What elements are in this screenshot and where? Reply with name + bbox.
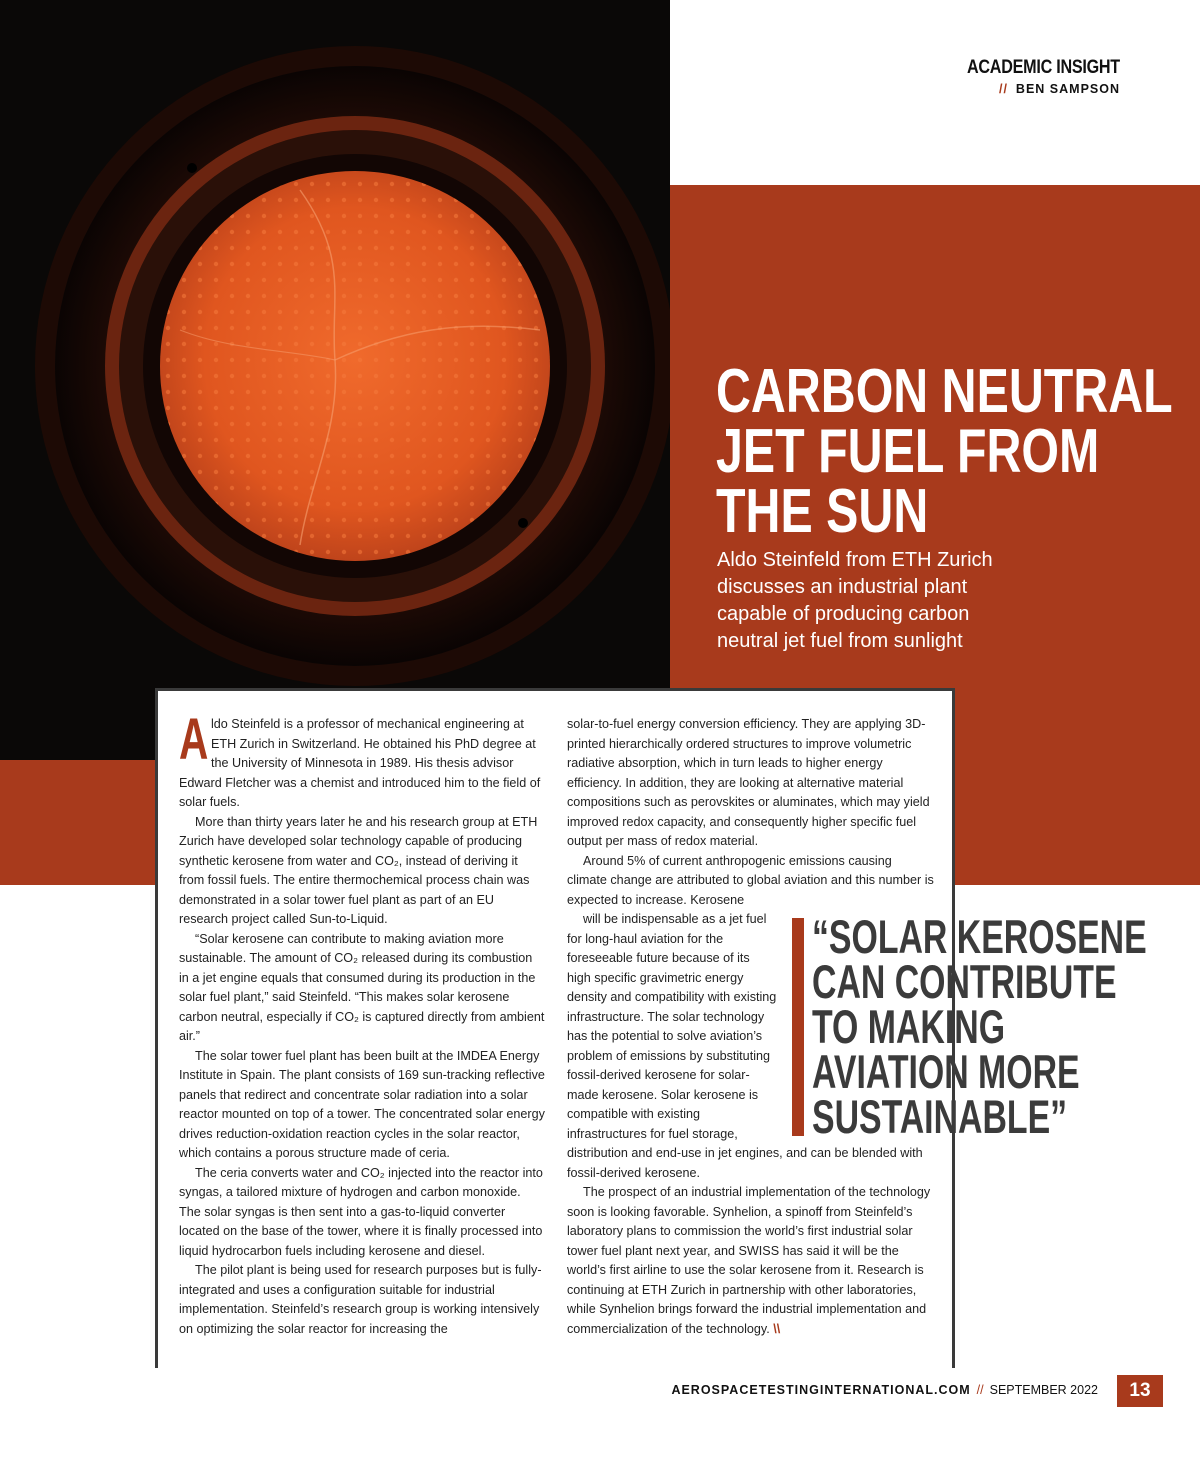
paragraph-8-end: distribution and end-use in jet engines, and can be blended with fossil-derived kerosene. bbox=[567, 1146, 923, 1180]
standfirst-line-3: capable of producing carbon bbox=[717, 603, 970, 625]
footer-site: AEROSPACETESTINGINTERNATIONAL.COM bbox=[671, 1383, 971, 1397]
page-number: 13 bbox=[1117, 1375, 1163, 1407]
paragraph-1-text: ldo Steinfeld is a professor of mechanical engineering at ETH Zurich in Switzerland. He obtained his PhD degree at the University of Minnesota in 1989. His thesis advisor Edward Fletcher was a chemist and introduced him to the field of solar fuels. bbox=[179, 717, 541, 809]
standfirst-line-1: Aldo Steinfeld from ETH Zurich bbox=[717, 549, 993, 571]
article-title bbox=[716, 357, 1173, 546]
pullquote-line-1: “SOLAR KEROSENE bbox=[812, 910, 1147, 963]
pullquote-line-2: CAN CONTRIBUTE bbox=[812, 955, 1117, 1008]
footer-issue: SEPTEMBER 2022 bbox=[989, 1383, 1098, 1397]
title-line-2: JET FUEL FROM bbox=[716, 417, 1100, 486]
paragraph-7: solar-to-fuel energy conversion efficiency. They are applying 3D-printed hierarchically ordered structures to improve volumetric radiative absorption, which in turn leads to higher energy efficiency. In addition, they are looking at alternative material compositions such as perovskites or aluminates, which may yield improved redox capacity, and consequently higher specific fuel output per mass of redox material. bbox=[567, 717, 930, 848]
byline bbox=[999, 82, 1120, 96]
paragraph-8-narrow: will be indispensable as a jet fuel for long-haul aviation for the foreseeable future because of its high specific gravimetric energy density and compatibility with existing infrastructure. The solar technology has the potential to solve aviation’s problem of emissions by substituting fossil-derived kerosene for solar-made kerosene. Solar kerosene is compatible with existing infrastructures for fuel storage, bbox=[567, 912, 777, 1141]
byline-separator: // bbox=[998, 82, 1008, 96]
paragraph-9-text: The prospect of an industrial implementation of the technology soon is looking favorable. Synhelion, a spinoff from Steinfeld’s laboratory plans to commission the world’s first industrial solar tower fuel plant next year, and SWISS has said it will be the world’s first airline to use the solar kerosene from it. Research is continuing at ETH Zurich in partnership with other laboratories, while Synhelion brings forward the industrial implementation and commercialization of the technology. bbox=[567, 1185, 931, 1336]
standfirst-line-4: neutral jet fuel from sunlight bbox=[717, 630, 963, 652]
pullquote-bar bbox=[792, 918, 804, 1136]
drop-cap: A bbox=[179, 707, 209, 772]
pullquote-line-3: TO MAKING bbox=[812, 1000, 1006, 1053]
paragraph-1 bbox=[179, 707, 545, 813]
title-line-1: CARBON NEUTRAL bbox=[716, 357, 1173, 426]
pullquote-line-4: AVIATION MORE bbox=[812, 1045, 1080, 1098]
title-line-3: THE SUN bbox=[716, 477, 929, 546]
pull-quote bbox=[812, 910, 1147, 1143]
author-name: BEN SAMPSON bbox=[1015, 82, 1120, 96]
body-column-left bbox=[179, 707, 545, 1339]
standfirst-line-2: discusses an industrial plant bbox=[717, 576, 968, 598]
paragraph-4: The solar tower fuel plant has been built at the IMDEA Energy Institute in Spain. The plant consists of 169 sun-tracking reflective panels that redirect and concentrate solar radiation into a solar reactor mounted on top of a tower. The concentrated solar energy drives reduction-oxidation reaction cycles in the solar reactor, which contains a porous structure made of ceria. bbox=[179, 1048, 545, 1160]
standfirst bbox=[717, 547, 1017, 655]
pullquote-line-5: SUSTAINABLE” bbox=[812, 1090, 1068, 1143]
section-label: ACADEMIC INSIGHT bbox=[967, 57, 1120, 78]
paragraph-2: More than thirty years later he and his research group at ETH Zurich have developed solar technology capable of producing synthetic kerosene from water and CO₂, instead of deriving it from fossil fuels. The entire thermochemical process chain was demonstrated in a solar tower fuel plant as part of an EU research project called Sun-to-Liquid. bbox=[179, 814, 538, 926]
paragraph-8-wide: Around 5% of current anthropogenic emissions causing climate change are attributed to global aviation and this number is expected to increase. Kerosene bbox=[567, 853, 934, 907]
paragraph-9 bbox=[567, 1183, 935, 1339]
paragraph-3: “Solar kerosene can contribute to making aviation more sustainable. The amount of CO₂ released during its combustion in a jet engine equals that consumed during its production in the solar fuel plant,” said Steinfeld. “This makes solar kerosene carbon neutral, especially if CO₂ is captured directly from ambient air.” bbox=[179, 931, 545, 1043]
paragraph-6: The pilot plant is being used for research purposes but is fully-integrated and uses a configuration suitable for industrial implementation. Steinfeld’s research group is working intensively on optimizing the solar reactor for increasing the bbox=[179, 1263, 542, 1336]
paragraph-5: The ceria converts water and CO₂ injected into the reactor into syngas, a tailored mixture of hydrogen and carbon monoxide. The solar syngas is then sent into a gas-to-liquid converter located on the base of the tower, where it is finally processed into liquid hydrocarbon fuels including kerosene and diesel. bbox=[179, 1165, 543, 1258]
end-mark: \\ bbox=[773, 1321, 781, 1336]
footer-separator: // bbox=[976, 1383, 984, 1397]
page-footer bbox=[671, 1383, 1098, 1397]
